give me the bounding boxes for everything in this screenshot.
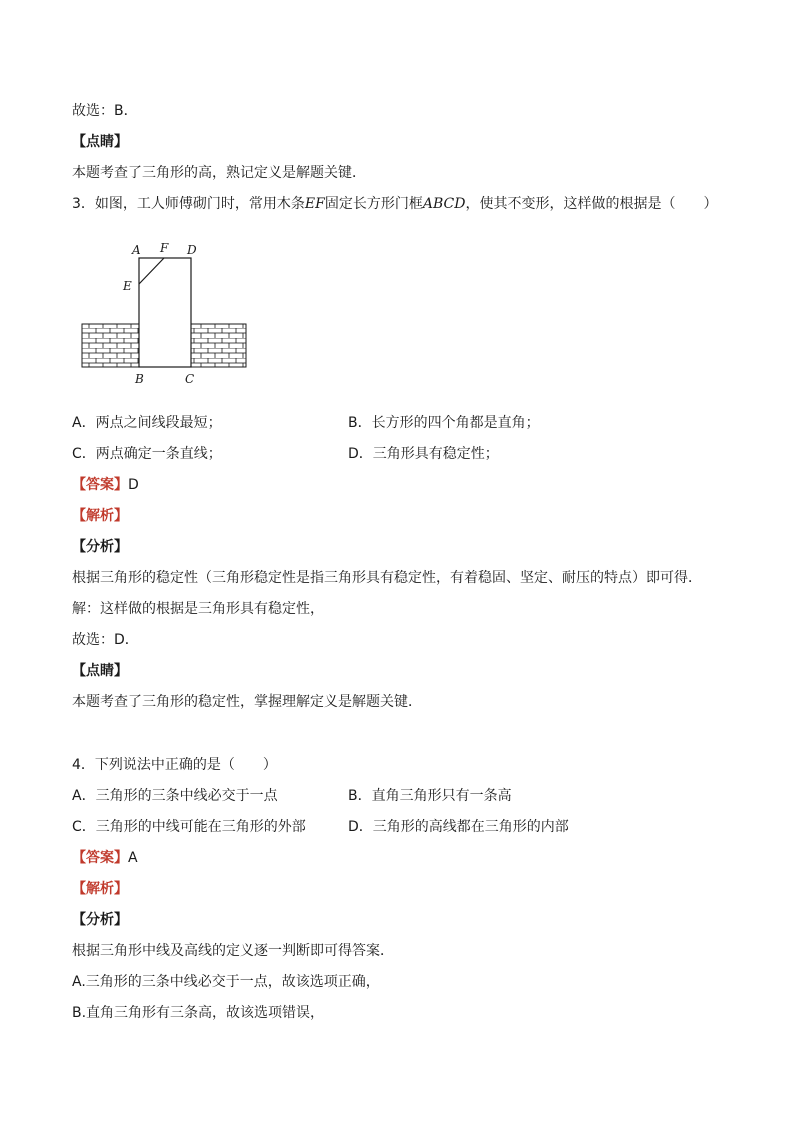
q3-stem-a: 3．如图，工人师傅砌门时，常用木条	[72, 196, 305, 212]
q3-door-figure	[78, 238, 253, 390]
right-brick-wall	[191, 324, 246, 367]
prev-choice: 故选：B．	[72, 103, 138, 119]
q3-answer-line	[72, 475, 139, 495]
q4-analysis-tag: 【解析】	[72, 881, 128, 897]
q3-stem-c: ，使其不变形，这样做的根据是（ ）	[465, 196, 718, 212]
q4-fenxi-tag: 【分析】	[72, 912, 128, 928]
q3-stem	[72, 194, 717, 214]
q3-comment-tag: 【点睛】	[72, 663, 128, 679]
q3-fenxi-tag: 【分析】	[72, 539, 128, 555]
q3-option-d: D．三角形具有稳定性；	[348, 446, 499, 462]
q4-answer-tag: 【答案】	[72, 850, 128, 866]
label-e: E	[123, 279, 132, 293]
q3-option-b: B．长方形的四个角都是直角；	[348, 415, 540, 431]
q3-answer: D	[128, 477, 139, 493]
q4-line-b: B.直角三角形有三条高，故该选项错误，	[72, 1005, 325, 1021]
q4-stem: 4．下列说法中正确的是（ ）	[72, 757, 277, 773]
q4-line-a: A.三角形的三条中线必交于一点，故该选项正确，	[72, 974, 380, 990]
prev-comment: 本题考查了三角形的高，熟记定义是解题关键．	[72, 165, 366, 181]
q3-option-a: A．两点之间线段最短；	[72, 415, 222, 431]
q3-fenxi: 根据三角形的稳定性（三角形稳定性是指三角形具有稳定性，有着稳固、坚定、耐压的特点）即可得．	[72, 570, 702, 586]
label-f: F	[160, 241, 169, 255]
q4-option-c: C．三角形的中线可能在三角形的外部	[72, 819, 306, 835]
label-d: D	[187, 243, 197, 257]
label-b: B	[135, 372, 144, 386]
q4-answer-line	[72, 848, 138, 868]
door-frame-abcd	[139, 258, 191, 367]
q3-analysis-tag: 【解析】	[72, 508, 128, 524]
q3-ef: EF	[304, 196, 325, 212]
q4-fenxi: 根据三角形中线及高线的定义逐一判断即可得答案．	[72, 943, 394, 959]
q4-option-d: D．三角形的高线都在三角形的内部	[348, 819, 569, 835]
q3-choice: 故选：D．	[72, 632, 139, 648]
label-a: A	[132, 243, 141, 257]
q3-abcd: ABCD	[422, 196, 466, 212]
q4-option-a: A．三角形的三条中线必交于一点	[72, 788, 278, 804]
q3-option-c: C．两点确定一条直线；	[72, 446, 222, 462]
left-brick-wall	[82, 324, 139, 367]
q3-solution: 解：这样做的根据是三角形具有稳定性，	[72, 601, 324, 617]
label-c: C	[185, 372, 195, 386]
q4-option-b: B．直角三角形只有一条高	[348, 788, 512, 804]
q3-stem-b: 固定长方形门框	[324, 196, 423, 212]
prev-comment-tag: 【点睛】	[72, 134, 128, 150]
q3-comment: 本题考查了三角形的稳定性，掌握理解定义是解题关键．	[72, 694, 422, 710]
q3-answer-tag: 【答案】	[72, 477, 128, 493]
q4-answer: A	[128, 850, 138, 866]
